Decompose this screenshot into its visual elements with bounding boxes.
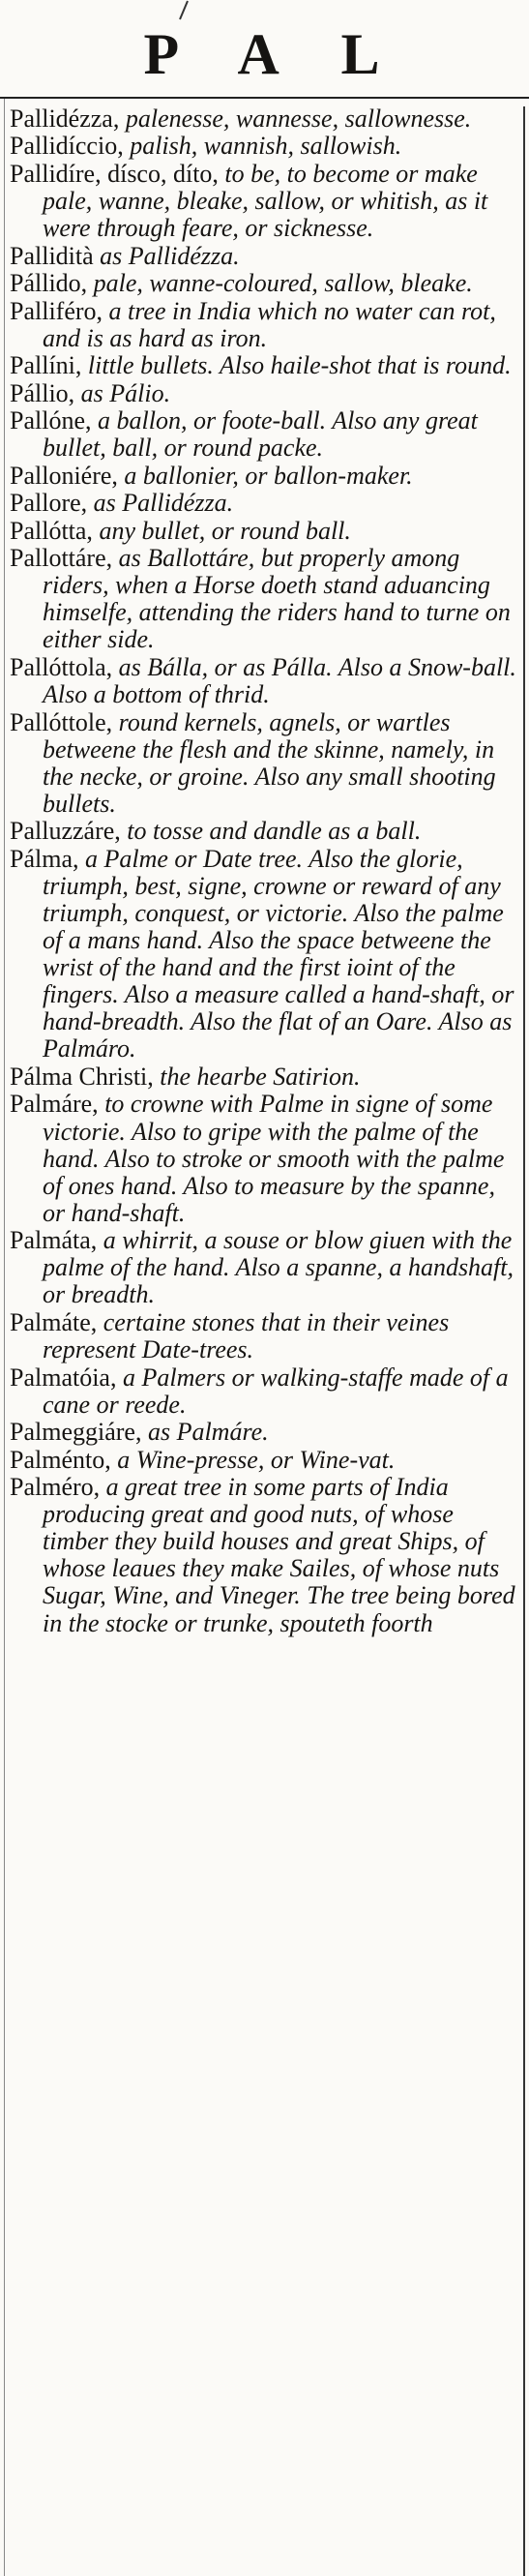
header-rule [0, 97, 529, 99]
dictionary-entry [10, 407, 517, 462]
entry-headword: Palloniére, [10, 461, 118, 490]
entry-headword: Pallidíre, dísco, díto, [10, 159, 219, 188]
entry-definition: little bullets. Also haile-shot that is round. [81, 351, 512, 380]
entry-definition: a Wine-presse, or Wine-vat. [110, 1445, 396, 1474]
entry-definition: as Palmáre. [141, 1418, 269, 1447]
entry-definition: the hearbe Satirion. [153, 1062, 361, 1091]
dictionary-entry [10, 161, 517, 242]
entry-headword: Palmatóia, [10, 1363, 117, 1392]
entry-definition: palenesse, wannesse, sallownesse. [119, 105, 472, 133]
entry-definition: a tree in India which no water can rot, and is as hard as iron. [43, 296, 496, 352]
entry-definition: as Pallidézza. [93, 241, 240, 270]
right-column-rule [523, 106, 525, 2576]
entry-headword: Pallidíccio, [10, 132, 124, 161]
entry-definition: to be, to become or make pale, wanne, bleake, sallow, or whitish, as it were through feare, or sicknesse. [43, 159, 488, 243]
entry-definition: a ballon, or foote-ball. Also any great bullet, ball, or round packe. [43, 406, 478, 463]
entry-headword: Pallóttole, [10, 707, 113, 736]
entry-headword: Palmáte, [10, 1307, 98, 1336]
dictionary-entry [10, 654, 517, 708]
dictionary-entry [10, 1364, 517, 1419]
entry-definition: as Pallidézza. [87, 489, 234, 518]
entry-definition: to tosse and dandle as a ball. [120, 817, 422, 846]
dictionary-entry [10, 490, 517, 517]
entry-definition: certaine stones that in their veines represent Date-trees. [43, 1307, 450, 1364]
left-column-rule [4, 99, 5, 2576]
entry-list [10, 105, 517, 1637]
dictionary-entry [10, 243, 517, 270]
dictionary-entry [10, 1419, 517, 1446]
dictionary-entry [10, 380, 517, 407]
dictionary-entry [10, 270, 517, 297]
entry-headword: Palmeggiáre, [10, 1418, 142, 1447]
page-title: P A L [143, 22, 405, 86]
entry-headword: Palmáta, [10, 1226, 98, 1255]
dictionary-entry [10, 1474, 517, 1637]
entry-headword: Pállio, [10, 378, 75, 407]
entry-definition: as Ballottáre, but properly among riders, when a Horse doeth stand aduancing himselfe, attending the riders hand to turne on either side. [43, 544, 511, 654]
entry-headword: Palmáre, [10, 1090, 99, 1119]
dictionary-entry [10, 352, 517, 379]
entry-headword: Pallidézza, [10, 105, 120, 133]
entry-definition: a whirrit, a souse or blow giuen with the palme of the hand. Also a spanne, a handshaft, or breadth. [43, 1226, 514, 1309]
entry-headword: Pallíni, [10, 351, 82, 380]
entry-headword: Pallidità [10, 241, 94, 270]
entry-headword: Pallore, [10, 489, 88, 518]
entry-headword: Pallóne, [10, 406, 92, 435]
dictionary-entry [10, 818, 517, 845]
dictionary-entry [10, 1091, 517, 1226]
entry-headword: Pallótta, [10, 516, 93, 545]
page-header [0, 0, 529, 101]
dictionary-entry [10, 133, 517, 160]
dictionary-entry [10, 709, 517, 818]
entry-definition: round kernels, agnels, or wartles betweene the flesh and the skinne, namely, in the necke, or groine. Also any small shooting bullets. [43, 707, 496, 818]
dictionary-entry [10, 545, 517, 653]
entry-definition: as Pálio. [74, 378, 171, 407]
dictionary-entry [10, 1309, 517, 1363]
entry-headword: Pallottáre, [10, 544, 113, 573]
entry-definition: a Palmers or walking-staffe made of a cane or reede. [43, 1363, 509, 1419]
entry-definition: as Bálla, or as Pálla. Also a Snow-ball. Also a bottom of thrid. [43, 652, 516, 709]
entry-headword: Pálma Christi, [10, 1062, 154, 1091]
entry-definition: a great tree in some parts of India producing great and good nuts, of whose timber they build houses and great Ships, of whose leaues they make Sailes, of whose nuts Sugar, Wine, and Vineger. The tree being bored in the stocke or trunke, spouteth foorth [43, 1473, 515, 1637]
dictionary-entry [10, 1063, 517, 1091]
entry-headword: Pállido, [10, 269, 88, 298]
dictionary-entry [10, 298, 517, 352]
entry-definition: any bullet, or round ball. [92, 516, 351, 545]
dictionary-entry [10, 518, 517, 545]
entry-headword: Pálma, [10, 844, 79, 873]
dictionary-entry [10, 105, 517, 133]
entry-definition: a ballonier, or ballon-maker. [117, 461, 413, 490]
entry-headword: Palluzzáre, [10, 817, 121, 846]
dictionary-entry [10, 1447, 517, 1474]
entry-headword: Palménto, [10, 1445, 111, 1474]
entry-definition: to crowne with Palme in signe of some victorie. Also to gripe with the palme of the hand. Also to stroke or smooth with the palme of ones hand. Also to measure by the spanne, or hand-shaft. [43, 1090, 505, 1227]
dictionary-entry [10, 463, 517, 490]
dictionary-entry [10, 846, 517, 1063]
entry-definition: a Palme or Date tree. Also the glorie, triumph, best, signe, crowne or reward of any triumph, conquest, or victorie. Also the palme of a mans hand. Also the space betweene the wrist of the hand and the first ioint of the fingers. Also a measure called a hand-shaft, or hand-breadth. Also the flat of an Oare. Also as Palmáro. [43, 844, 514, 1063]
entry-headword: Palméro, [10, 1473, 101, 1502]
dictionary-entry [10, 1227, 517, 1308]
entry-headword: Pallóttola, [10, 652, 113, 681]
entry-definition: pale, wanne-coloured, sallow, bleake. [87, 269, 473, 298]
entry-definition: palish, wannish, sallowish. [123, 132, 402, 161]
entry-headword: Palliféro, [10, 296, 103, 325]
